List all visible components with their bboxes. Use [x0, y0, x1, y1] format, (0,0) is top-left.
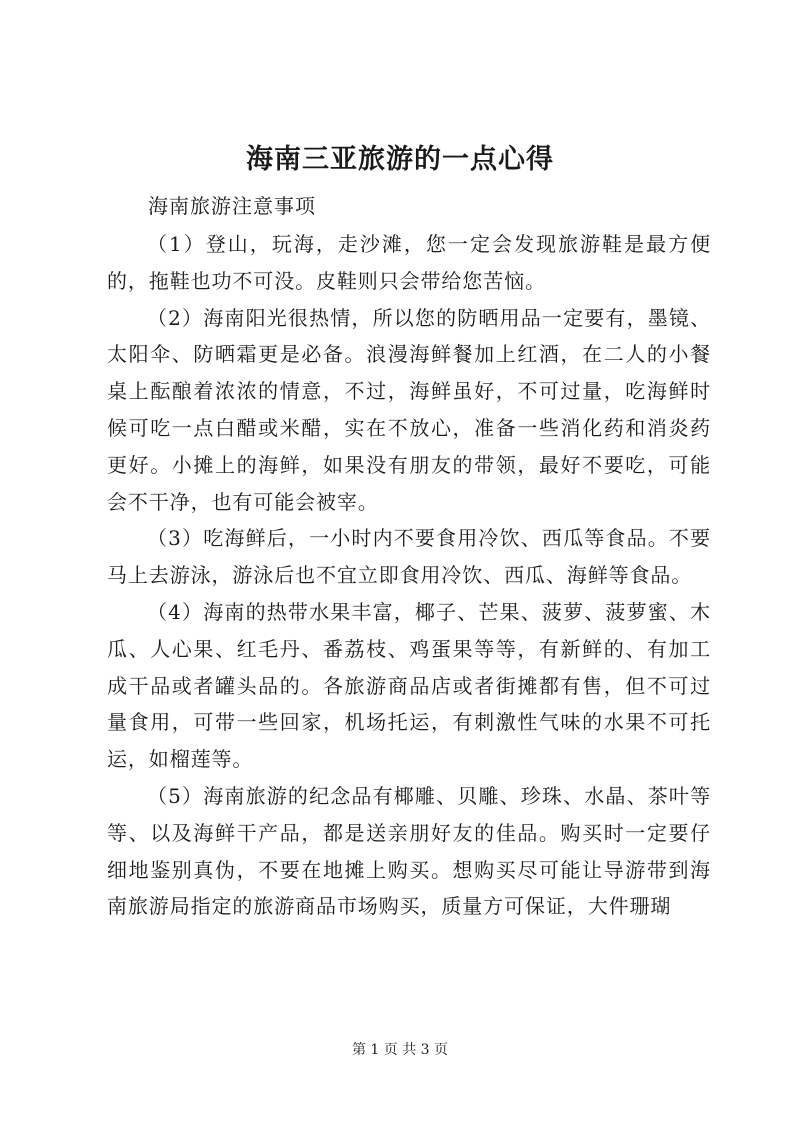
paragraph-3: （3）吃海鲜后，一小时内不要食用冷饮、西瓜等食品。不要马上去游泳，游泳后也不宜立即食用冷饮、西瓜、海鲜等食品。 — [107, 526, 711, 588]
paragraph-2: （2）海南阳光很热情，所以您的防晒用品一定要有，墨镜、太阳伞、防晒霜更是必备。浪漫海鲜餐加上红酒，在二人的小餐桌上酝酿着浓浓的情意，不过，海鲜虽好，不可过量，吃海鲜时候可吃一点白醋或米醋，实在不放心，准备一些消化药和消炎药更好。小摊上的海鲜，如果没有朋友的带领，最好不要吃，可能会不干净，也有可能会被宰。 — [107, 305, 711, 514]
section-heading: 海南旅游注意事项 — [148, 194, 316, 218]
paragraph-4: （4）海南的热带水果丰富，椰子、芒果、菠萝、菠萝蜜、木瓜、人心果、红毛丹、番荔枝、鸡蛋果等等，有新鲜的、有加工成干品或者罐头品的。各旅游商品店或者街摊都有售，但不可过量食用，可带一些回家，机场托运，有刺激性气味的水果不可托运，如榴莲等。 — [107, 599, 711, 772]
page-footer: 第 1 页 共 3 页 — [351, 1042, 449, 1058]
paragraph-5: （5）海南旅游的纪念品有椰雕、贝雕、珍珠、水晶、茶叶等等、以及海鲜干产品，都是送亲朋好友的佳品。购买时一定要仔细地鉴别真伪，不要在地摊上购买。想购买尽可能让导游带到海南旅游局指定的旅游商品市场购买，质量方可保证，大件珊瑚 — [107, 783, 711, 919]
body-text — [107, 226, 711, 925]
paragraph-1: （1）登山，玩海，走沙滩，您一定会发现旅游鞋是最方便的，拖鞋也功不可没。皮鞋则只会带给您苦恼。 — [107, 232, 711, 293]
page-title: 海南三亚旅游的一点心得 — [246, 144, 554, 175]
